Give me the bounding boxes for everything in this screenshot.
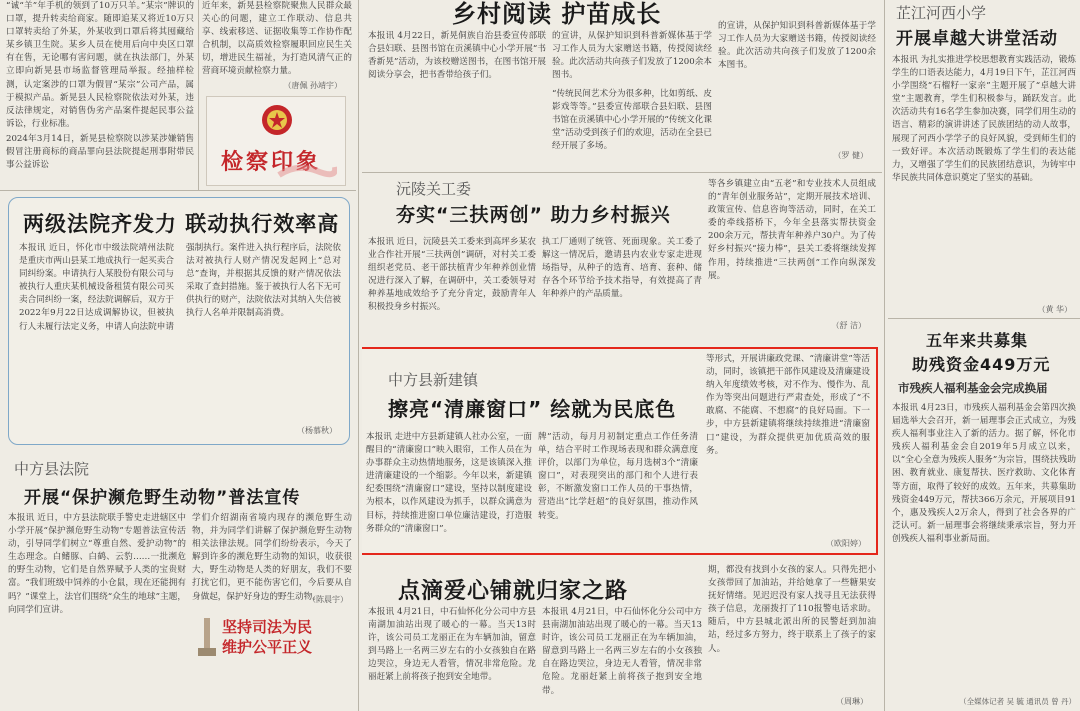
- divider-col3: [888, 318, 1080, 319]
- procuratorate-emblem-icon: [260, 103, 294, 137]
- article-clean-window-a: 本报讯 走进中方县新建镇人社办公室，一面醒目的“清廉窗口”映入眼帘，工作人员在为办事群众主动热情地服务，这是该镇深入推进清廉建设的一个缩影。今年以来，新建镇纪委围绕“清廉窗口”建设，坚持以制度建设为根本，以作风建设为抓手，以群众满意为目标，持续推进窗口单位廉洁建设，打造服务群众的“清廉窗口”。: [366, 432, 532, 534]
- divider-col2-top: [362, 172, 882, 173]
- article-disability-fund: 本报讯 4月23日，市残疾人福利基金会第四次换届选举大会召开，新一届理事会正式成立，为残疾人福利事业注入了新的活力。据了解，怀化市残疾人福利基金会自2019年5月成立以来，以“全心全意为残疾人服务”为宗旨，围绕扶残助困、教育就业、康复帮扶、医疗救助、文化体育等方面，取得了较好的成效。五年来，共募集助残资金449万元，帮扶366万余元，开展项目91个，惠及残疾人2万余人，得到了社会各界的广泛认可。新一届理事会将继续秉承宗旨，努力开创残疾人福利事业新局面。: [892, 403, 1076, 544]
- kicker-xinjian-town: 中方县新建镇: [388, 372, 479, 389]
- headline-wildlife-protection: 开展“保护濒危野生动物”普法宣传: [24, 488, 301, 508]
- byline-court-execution: （杨慕秋）: [297, 426, 337, 435]
- divider-col2-col3: [884, 0, 885, 711]
- byline-wildlife: （陈晨宇）: [308, 595, 348, 604]
- headline-fund-raised-2: 助残资金449万元: [912, 355, 1051, 374]
- headline-love-way-home: 点滴爱心铺就归家之路: [398, 579, 629, 604]
- procuratorate-logo-box: [206, 96, 346, 186]
- slogan-line-1: 坚持司法为民: [222, 618, 313, 636]
- article-lecture-activity: 本报讯 为扎实推进学校思想教育实践活动，锻炼学生的口语表达能力，4月19日下午，芷江河西小学围绕“石榴籽一家亲”主题开展了“卓越大讲堂”主题教育，学生们积极参与，踊跃发言。此次活动共有16名学生参加决赛，同学们用生动的语言、精彩的演讲讲述了民族团结的动人故事，展现了河西小学学子的良好风貌，受到师生们的一致好评。本次活动既锻炼了学生们的表达能力，又增强了学生们的民族团结意识，为铸牢中华民族共同体意识奠定了坚实的基础。: [892, 55, 1076, 183]
- article-rural-revitalization-a: 本报讯 近日，沅陵县关工委来到高坪乡某农业合作社开展“三扶两创”调研，对村关工委组织老党员、老干部扶植青少年种养创业情况进行深入了解，在调研中，关工委领导对种养基地成效给予了充分肯定，鼓励青年人积极投身乡村振兴。: [368, 237, 536, 313]
- column-middle: [362, 0, 882, 711]
- divider-col1-inner: [198, 0, 199, 190]
- article-wildlife-protection: 本报讯 近日，中方县法院联手警史走进辖区中小学开展“保护濒危野生动物”专题普法宣传活动，引导同学们树立“尊重自然、爱护动物”的生态理念。白鳍豚、白鹤、云豹……一批濒危的野生动物，它们是自然界赋予人类的宝贵财富。“我们班级中饲养的小仓鼠，现在还能拥有吗？”课堂上，法官们围绕“众生的地球”主题，向同学们宣讲。: [8, 513, 186, 615]
- byline-clean-window: （欧阳婷）: [826, 539, 866, 548]
- monument-icon: [196, 616, 218, 658]
- article-clean-window-c: 等形式，开展讲廉政党课、“清廉讲堂”等活动，同时，该镇把干部作风建设及清廉建设纳入年度绩效考核，对不作为、慢作为、乱作为等突出问题进行严肃查处，形成了“不敢腐、不能腐、不想腐”的良好局面。下一步，中方县新建镇将继续持续推进“清廉窗口”建设，为群众提供更加优质高效的服务。: [706, 354, 870, 456]
- article-procuratorate-summary: 近年来，新晃县检察院聚焦人民群众最关心的问题，建立工作联动、信息共享、线索移送、证据收集等工作协作配合机制，以高质效检察履职回应民生关切，增进民生福祉，为打造风清气正的营商环境贡献检察力量。: [202, 1, 352, 77]
- procuratorate-logo-text: 检察印象: [221, 150, 322, 175]
- headline-rural-revitalization: 夯实“三扶两创” 助力乡村振兴: [396, 204, 671, 226]
- headline-court-execution: 两级法院齐发力 联动执行效率高: [23, 212, 340, 236]
- article-wildlife-protection-cont: 学们介绍湖南省境内现存的濒危野生动物，并为同学们讲解了保护濒危野生动物相关法律法规。同学们纷纷表示，今天了解到许多的濒危野生动物的知识，收获很大，野生动物是人类的好朋友，我们不要打扰它们，更不能伤害它们，今后要从自身做起，保护好身边的野生动物。: [192, 513, 352, 602]
- article-rural-reading-d: 的宣讲，从保护知识到科普新媒体基于学习工作人员为大家赠送书籍，传授阅读经验。此次活动共向孩子们发放了1200余本图书。: [718, 21, 876, 71]
- column-left: [0, 0, 356, 711]
- article-rural-revitalization-c: 等各乡镇建立由“五老”和专业技术人员组成的“青年创业服务站”，定期开展技术培训、政策宣传、信息咨询等活动，同时，在关工委的牵线搭桥下，今年全县落实帮扶资金200余万元，帮扶青年种养户30户。为了传好乡村振兴“接力棒”，县关工委将继续发挥作用，持续推进“三扶两创”工作向纵深发展。: [708, 179, 876, 281]
- kicker-zhijiang-school: 芷江河西小学: [896, 5, 987, 22]
- subhead-fund-election: 市残疾人福利基金会完成换届: [898, 381, 1048, 395]
- headline-lecture-activity: 开展卓越大讲堂活动: [896, 29, 1058, 49]
- column-right: [888, 0, 1080, 711]
- byline-rural-reading: （罗 健）: [833, 151, 868, 160]
- article-counterfeit-masks: “诚“羊”年手机的领到了10万只羊。”某宗”牌识的口罩，提升转卖给商家。随即追某又将近10万只口罩转卖给了外某，外某收到口罩后将其囤藏给某乡镇卫生院。某乡人员在使用后向中央区口罩有在售，无论哪有害问题，就在执法部门，外某立即向新晃县市场监督管理局举报。经抽样检测，认定案涉的口罩为假冒“某宗”公司产品，属于模拟产品。新晃县人民检察院依法对外某，违反法律规定，对销售伪劣产品案件提起民事公益诉讼，行业标准。: [6, 1, 194, 129]
- byline-disability-fund: （全媒体记者 吴 毓 通讯员 曾 丹）: [959, 697, 1076, 706]
- article-love-way-home-c: 期，都没有找到小女孩的家人。只得先把小女孩带回了加油站，并给她拿了一些糖果安抚好情绪。见迟迟没有家人找寻且无法获得孩子信息，龙丽拨打了110报警电话求助。随后，中方县城北派出所的民警赶到加油站，经过多方努力，终于联系上了孩子的家人。: [708, 565, 876, 654]
- divider-col1-top: [0, 190, 356, 191]
- highlight-clean-window: [362, 347, 878, 555]
- headline-rural-reading: 乡村阅读 护苗成长: [452, 0, 662, 28]
- headline-clean-window: 擦亮“清廉窗口” 绘就为民底色: [388, 397, 677, 421]
- article-clean-window-b: 牌”活动，每月月初制定重点工作任务清单，结合平时工作现场表现和群众满意度评价，以部门为单位，每月选树3个“清廉窗口”，对表现突出的部门和个人进行表彰，不断激发窗口工作人员的干事热情，营造出“比学赶超”的良好氛围，推动作风转变。: [538, 432, 698, 521]
- kicker-yuanling: 沅陵关工委: [396, 181, 472, 198]
- byline-rural-revitalization: （舒 洁）: [831, 321, 866, 330]
- box-court-execution: [8, 197, 350, 445]
- byline-love-way-home: （周琳）: [836, 697, 868, 706]
- byline-lecture-activity: （黄 华）: [1037, 305, 1072, 314]
- article-counterfeit-masks-end: 2024年3月14日，新晃县检察院以涉某涉嫌销售假冒注册商标的商品罪向县法院提起刑事附带民事公益诉讼: [6, 134, 194, 171]
- article-love-way-home-b: 本报讯 4月21日，中石仙怀化分公司中方县南湖加油站出现了暖心的一幕。当天13时许，该公司员工龙丽正在为车辆加油，留意到马路上一名两三岁左右的小女孩独自在路边哭泣，身边无人看管，情况非常危险。龙丽赶紧上前将孩子抱到安全地带。: [542, 607, 702, 696]
- article-rural-reading-c: “传统民间艺术分为很多种，比如剪纸、皮影戏等等。”县委宣传部联合县妇联、县图书馆在贡溪镇中心小学开展的“传统文化课堂”活动受到孩子们的欢迎，活动在全县已经开展了多场。: [552, 89, 712, 152]
- brush-stroke-icon: [277, 161, 337, 181]
- headline-fund-raised-1: 五年来共募集: [926, 331, 1029, 350]
- kicker-zhongfang-court: 中方县法院: [14, 461, 90, 478]
- article-rural-revitalization-b: 执工厂通则了统管、死面现象。关工委了解这一情况后，邀请县内农业专家走进现场指导，从种子的选育、培育、套种、储存各个环节给予技术指导，有效提高了青年种养户的产品质量。: [542, 237, 702, 300]
- article-rural-reading-b: 的宣讲，从保护知识到科普新媒体基于学习工作人员为大家赠送书籍，传授阅读经验。此次活动共向孩子们发放了1200余本图书。: [552, 31, 712, 81]
- justice-slogan-graphic: [196, 612, 352, 662]
- slogan-line-2: 维护公平正义: [222, 638, 313, 656]
- article-court-execution: 本报讯 近日，怀化市中级法院靖州法院是重庆市两山县某工地成执行一起买卖合同纠纷案。申请执行人某股份有限公司与被执行人重庆某机械设备租赁有限公司买卖合同纠纷一案，经法院调解后，双方于2022年9月22日达成调解协议，但被执行人未履行法定义务，申请人向法院申请强制执行。案件进入执行程序后，法院依法对被执行人财产情况发起网上“总对总”查询，并根据其反馈的财产情况依法采取了查封措施。鉴于被执行人名下无可供执行的财产，法院依法对其纳入失信被执行人名单并限制高消费。: [19, 243, 341, 332]
- article-love-way-home-a: 本报讯 4月21日，中石仙怀化分公司中方县南湖加油站出现了暖心的一幕。当天13时许，该公司员工龙丽正在为车辆加油，留意到马路上一名两三岁左右的小女孩独自在路边哭泣，身边无人看管，情况非常危险。龙丽赶紧上前将孩子抱到安全地带。: [368, 607, 536, 683]
- article-rural-reading-a: 本报讯 4月22日，新晃侗族自治县委宣传部联合县妇联、县图书馆在贡溪镇中心小学开展“书香新晃”活动，为该校赠送图书，在图书馆开展阅读分享会，把书香带给孩子们。: [368, 31, 546, 81]
- divider-col1-col2: [358, 0, 359, 711]
- byline-procuratorate: （唐佩 孙靖宇）: [283, 81, 342, 90]
